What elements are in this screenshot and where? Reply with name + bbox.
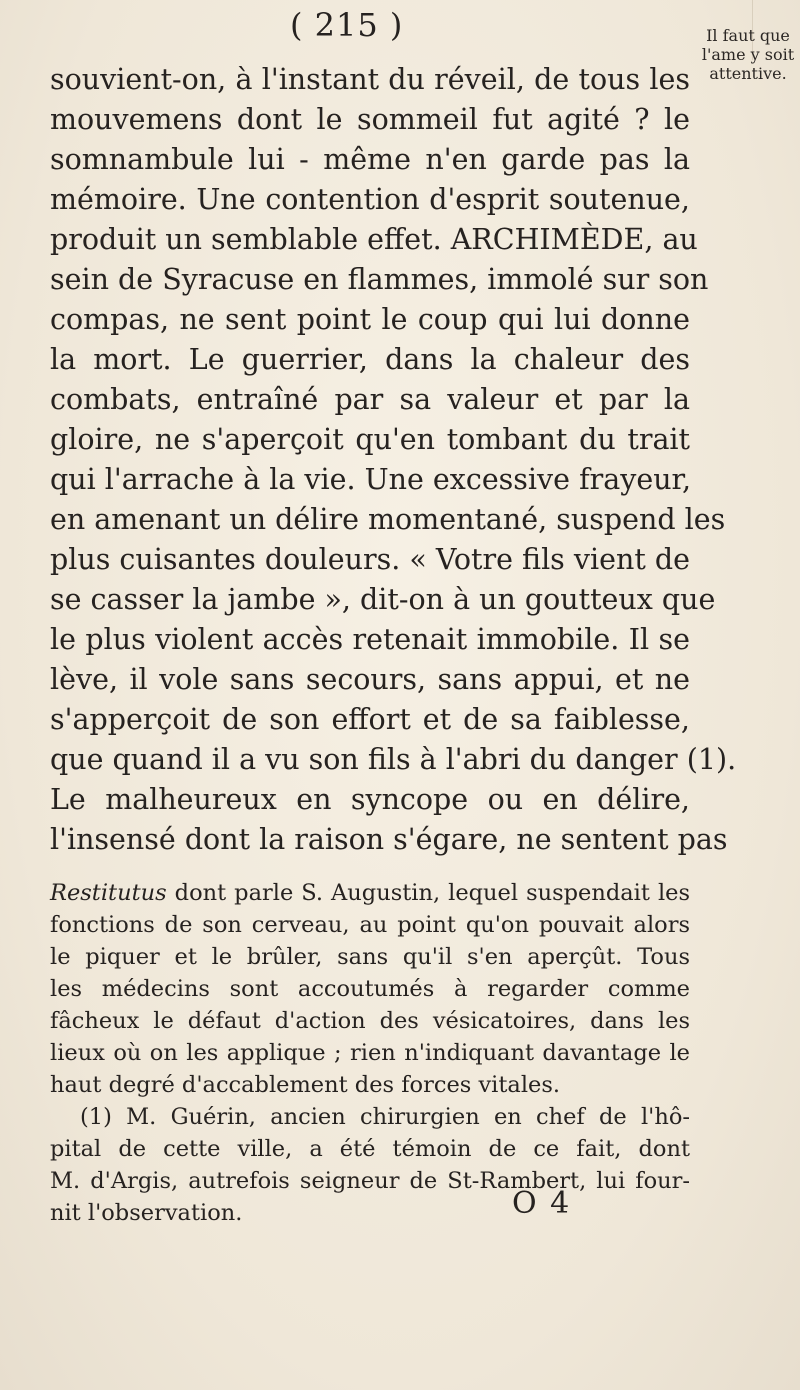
text-line: produit un semblable effet. ARCHIMÈDE, au: [50, 223, 698, 256]
text-line: somnambule lui - même n'en garde pas la: [50, 143, 690, 176]
text-line: la mort. Le guerrier, dans la chaleur des: [50, 343, 690, 376]
footnote-line: haut degré d'accablement des forces vitales.: [50, 1072, 561, 1098]
text-line: combats, entraîné par sa valeur et par la: [50, 383, 690, 416]
footnote-line: M. d'Argis, autrefois seigneur de St-Rambert, lui four-: [50, 1168, 690, 1194]
text-line: l'insensé dont la raison s'égare, ne sentent pas: [50, 823, 728, 856]
footnote-line: nit l'observation.: [50, 1200, 243, 1226]
footnote-line: fonctions de son cerveau, au point qu'on pouvait alors: [50, 912, 690, 938]
footnote-line: le piquer et le brûler, sans qu'il s'en aperçût. Tous: [50, 944, 690, 970]
footnotes: [50, 877, 690, 1229]
text-line: se casser la jambe », dit-on à un goutteux que: [50, 583, 716, 616]
margin-note: [698, 26, 798, 83]
text-line: que quand il a vu son fils à l'abri du danger (1).: [50, 743, 737, 776]
footnote-line: (1) M. Guérin, ancien chirurgien en chef de l'hô-: [80, 1104, 690, 1130]
footnote-line: pital de cette ville, a été témoin de ce fait, dont: [50, 1136, 690, 1162]
text-line: s'apperçoit de son effort et de sa faiblesse,: [50, 703, 690, 736]
signature-mark: O 4: [512, 1186, 572, 1221]
page-number: ( 215 ): [290, 6, 404, 44]
text-line: plus cuisantes douleurs. « Votre fils vient de: [50, 543, 690, 576]
footnote-line: fâcheux le défaut d'action des vésicatoires, dans les: [50, 1008, 690, 1034]
margin-note-line: l'ame y soit: [701, 45, 795, 64]
text-line: gloire, ne s'aperçoit qu'en tombant du trait: [50, 423, 690, 456]
footnote-line: lieux où on les applique ; rien n'indiquant davantage le: [50, 1040, 690, 1066]
footnote-line: les médecins sont accoutumés à regarder comme: [50, 976, 690, 1002]
footnote-italic-word: Restitutus: [50, 880, 167, 906]
margin-note-line: Il faut que: [706, 26, 790, 45]
text-line: souvient-on, à l'instant du réveil, de tous les: [50, 63, 690, 96]
text-line: en amenant un délire momentané, suspend les: [50, 503, 726, 536]
text-line: compas, ne sent point le coup qui lui donne: [50, 303, 690, 336]
text-line: qui l'arrache à la vie. Une excessive frayeur,: [50, 463, 692, 496]
text-line: le plus violent accès retenait immobile. Il se: [50, 623, 690, 656]
text-line: Le malheureux en syncope ou en délire,: [50, 783, 690, 816]
text-line: mouvemens dont le sommeil fut agité ? le: [50, 103, 690, 136]
main-text: [50, 60, 737, 860]
text-line: sein de Syracuse en flammes, immolé sur son: [50, 263, 709, 296]
text-line: lève, il vole sans secours, sans appui, et ne: [50, 663, 690, 696]
margin-note-line: attentive.: [709, 64, 787, 83]
text-line: mémoire. Une contention d'esprit soutenue,: [50, 183, 690, 216]
footnote-line: Restitutus dont parle S. Augustin, lequel suspendait les: [50, 880, 690, 906]
